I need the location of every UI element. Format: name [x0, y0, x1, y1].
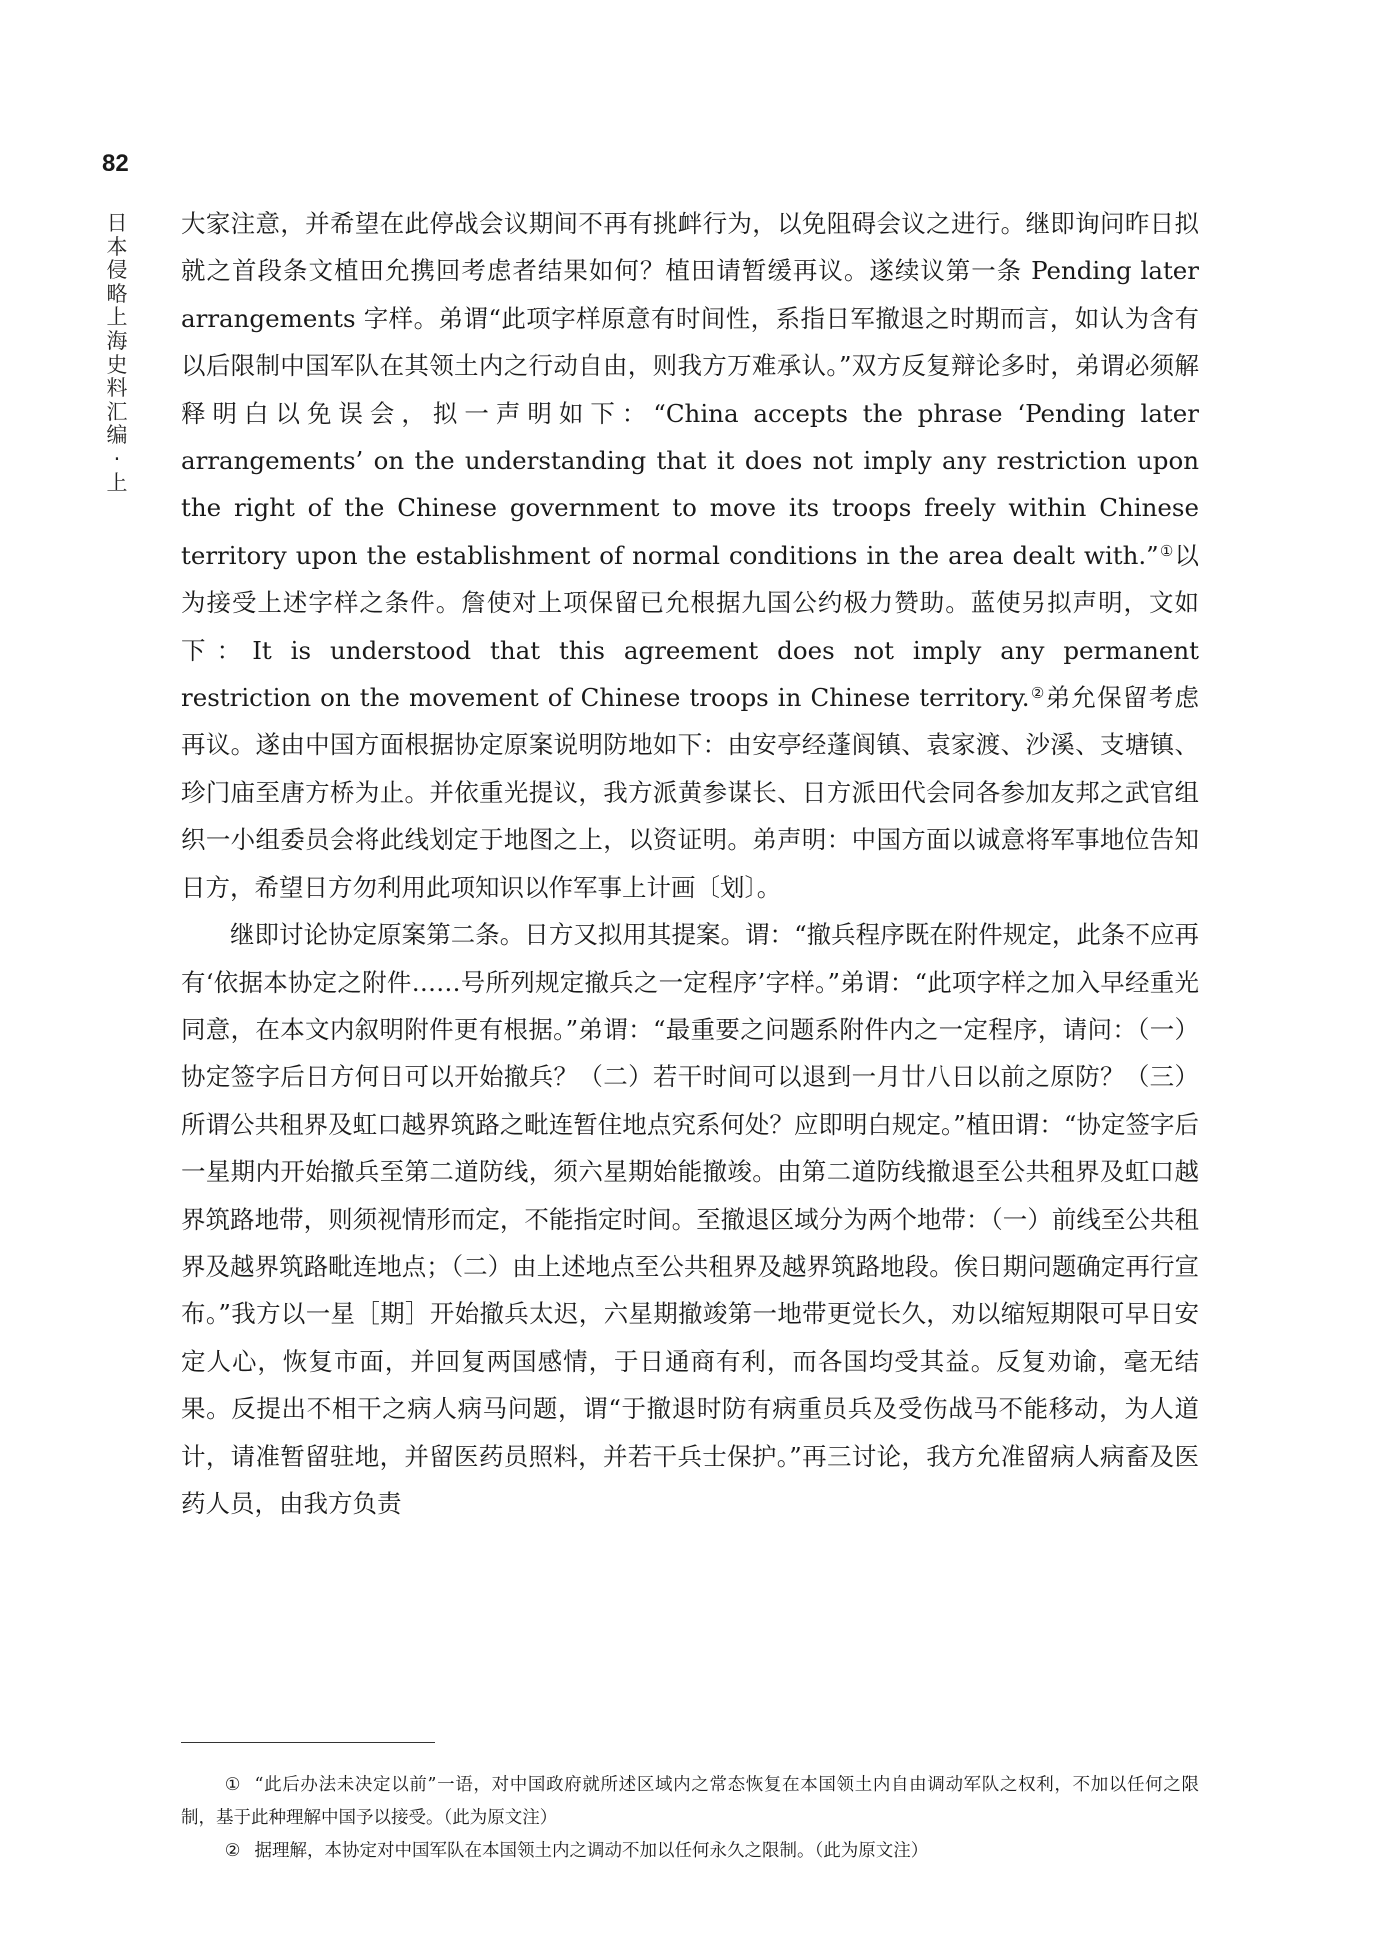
footnote-1 [181, 1769, 1199, 1835]
paragraph-1-part-a: 大家注意，并希望在此停战会议期间不再有挑衅行为，以免阻碍会议之进行。继即询问昨日拟就之首段条文植田允携回考虑者结果如何？植田请暂缓再议。遂续议第一条 Pending later arrangements 字样。弟谓“此项字样原意有时间性，系指日军撤退之时期而言，如认为含有以后限制中国军队在其领土内之行动自由，则我方万难承认。”双方反复辩论多时，弟谓必须解释明白以免误会，拟一声明如下：“China accepts the phrase ‘Pending later arrangements’ on the understanding that it does not imply any restriction upon the right of the Chinese government to move its troops freely within Chinese territory upon the establishment of normal conditions in the area dealt with.” [181, 209, 1199, 570]
footnote-2 [181, 1835, 1199, 1868]
footnote-1-mark: ① [224, 1775, 241, 1795]
paragraph-1-part-b: 以为接受上述字样之条件。詹使对上项保留已允根据九国公约极力赞助。蓝使另拟声明，文如下：It is understood that this agreement does not imply any permanent restriction on the movement of Chinese troops in Chinese territory. [181, 540, 1199, 713]
paragraph-1-part-c: 弟允保留考虑再议。遂由中国方面根据协定原案说明防地如下：由安亭经蓬阆镇、袁家渡、沙溪、支塘镇、珍门庙至唐方桥为止。并依重光提议，我方派黄参谋长、日方派田代会同各参加友邦之武官组织一小组委员会将此线划定于地图之上，以资证明。弟声明：中国方面以诚意将军事地位告知日方，希望日方勿利用此项知识以作军事上计画〔划〕。 [181, 683, 1200, 902]
footnote-2-mark: ② [224, 1841, 241, 1861]
body-text [181, 200, 1199, 1527]
footnote-divider [181, 1742, 435, 1743]
footnote-1-text: “此后办法未决定以前”一语，对中国政府就所述区域内之常态恢复在本国领土内自由调动军队之权利，不加以任何之限制，基于此种理解中国予以接受。（此为原文注） [181, 1775, 1199, 1828]
running-head: 日本侵略上海史料汇编·上 [106, 211, 128, 495]
page-number: 82 [102, 150, 129, 177]
footnote-2-text: 据理解，本协定对中国军队在本国领土内之调动不加以任何永久之限制。（此为原文注） [254, 1841, 929, 1861]
footnote-ref-1: ① [1158, 541, 1175, 560]
paragraph-2: 继即讨论协定原案第二条。日方又拟用其提案。谓：“撤兵程序既在附件规定，此条不应再有‘依据本协定之附件……号所列规定撤兵之一定程序’字样。”弟谓：“此项字样之加入早经重光同意，在本文内叙明附件更有根据。”弟谓：“最重要之问题系附件内之一定程序，请问：（一）协定签字后日方何日可以开始撤兵？（二）若干时间可以退到一月廿八日以前之原防？（三）所谓公共租界及虹口越界筑路之毗连暂住地点究系何处？应即明白规定。”植田谓：“协定签字后一星期内开始撤兵至第二道防线，须六星期始能撤竣。由第二道防线撤退至公共租界及虹口越界筑路地带，则须视情形而定，不能指定时间。至撤退区域分为两个地带：（一）前线至公共租界及越界筑路毗连地点；（二）由上述地点至公共租界及越界筑路地段。俟日期问题确定再行宣布。”我方以一星［期］开始撤兵太迟，六星期撤竣第一地带更觉长久，劝以缩短期限可早日安定人心，恢复市面，并回复两国感情，于日通商有利，而各国均受其益。反复劝谕，毫无结果。反提出不相干之病人病马问题，谓“于撤退时防有病重员兵及受伤战马不能移动，为人道计，请准暂留驻地，并留医药员照料，并若干兵士保护。”再三讨论，我方允准留病人病畜及医药人员，由我方负责 [181, 920, 1199, 1518]
footnote-ref-2: ② [1029, 684, 1046, 703]
footnotes [181, 1769, 1199, 1868]
paragraph-1 [181, 200, 1199, 911]
